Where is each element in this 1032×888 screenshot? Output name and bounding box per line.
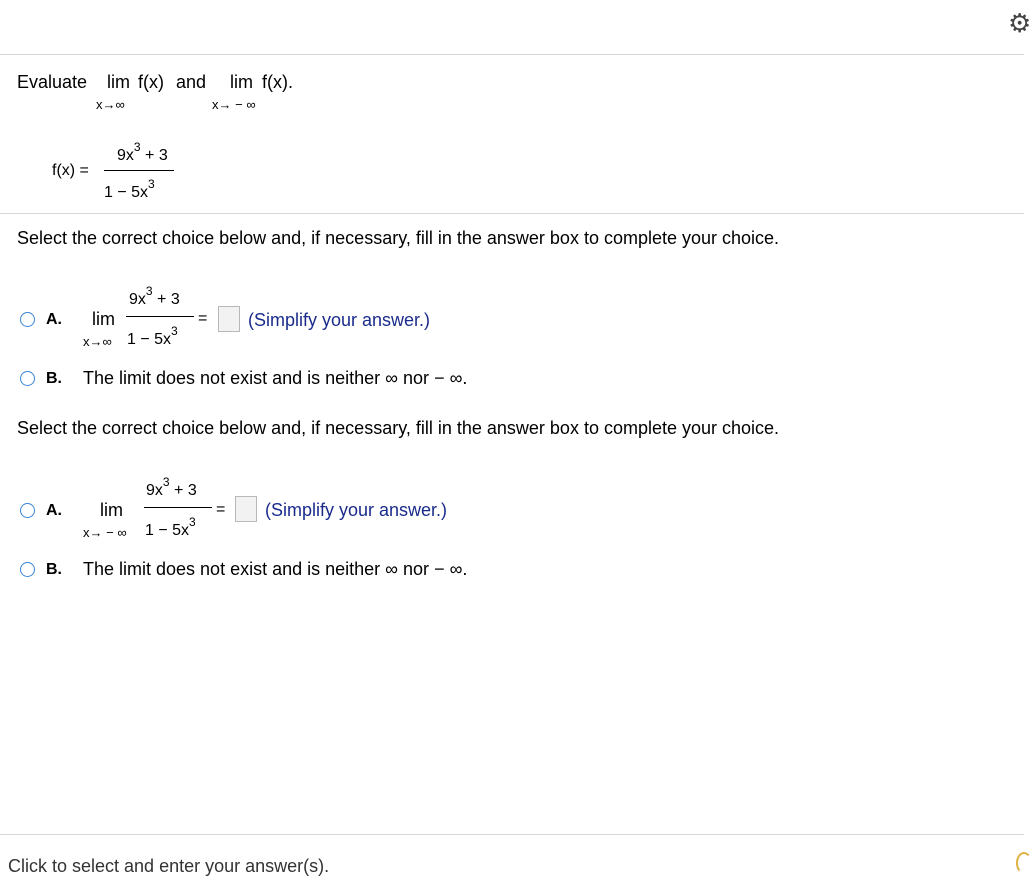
text-part2-b: The limit does not exist and is neither ∞ nor − ∞. xyxy=(83,559,468,579)
sub-to-inf: x→∞ xyxy=(96,97,125,112)
fx-2: f(x). xyxy=(262,72,293,92)
instruction-part2: Select the correct choice below and, if necessary, fill in the answer box to complete your choice. xyxy=(17,418,780,438)
answer-box-part2[interactable] xyxy=(235,496,257,522)
equals-part1-a: = xyxy=(198,310,208,327)
instruction-part1: Select the correct choice below and, if necessary, fill in the answer box to complete your choice. xyxy=(17,228,780,248)
denominator: $1 - 5x^3$ xyxy=(104,177,155,201)
func-name: f(x) = xyxy=(52,162,89,179)
denominator-part1-a: $1 - 5x^3$ xyxy=(127,324,178,348)
numerator: $9x^3 + 3$ xyxy=(117,140,168,164)
footer-divider xyxy=(0,834,1024,835)
numerator-part2-a: $9x^3 + 3$ xyxy=(146,475,197,499)
gear-icon[interactable]: ⚙ xyxy=(1008,8,1032,38)
lim-2: lim xyxy=(230,72,253,92)
denominator-part2-a: $1 - 5x^3$ xyxy=(145,515,196,539)
lim-1: lim xyxy=(107,72,130,92)
sub-part1-a: x→∞ xyxy=(83,334,112,349)
radio-part2-b[interactable] xyxy=(20,562,35,577)
fraction-bar xyxy=(104,170,174,171)
fraction-bar-part2-a xyxy=(144,507,212,508)
letter-part1-b: B. xyxy=(46,370,62,387)
numerator-part1-a: $9x^3 + 3$ xyxy=(129,284,180,308)
and-text: and xyxy=(176,72,207,92)
sub-part2-a: x→ − ∞ xyxy=(83,525,127,540)
text-part1-b: The limit does not exist and is neither ∞ nor − ∞. xyxy=(83,368,468,388)
lim-part1-a: lim xyxy=(92,309,115,329)
lim-part2-a: lim xyxy=(100,500,123,520)
radio-part1-a[interactable] xyxy=(20,312,35,327)
top-divider xyxy=(0,54,1024,55)
footer-status: Click to select and enter your answer(s). xyxy=(8,856,330,876)
hint-part2-a: (Simplify your answer.) xyxy=(265,500,448,520)
letter-part1-a: A. xyxy=(46,311,62,328)
fraction-bar-part1-a xyxy=(126,316,194,317)
help-icon[interactable] xyxy=(1016,852,1032,874)
mid-divider xyxy=(0,213,1024,214)
prompt-word: Evaluate xyxy=(17,72,88,92)
letter-part2-a: A. xyxy=(46,502,62,519)
radio-part1-b[interactable] xyxy=(20,371,35,386)
equals-part2-a: = xyxy=(216,501,226,518)
radio-part2-a[interactable] xyxy=(20,503,35,518)
fx-1: f(x) xyxy=(138,72,164,92)
letter-part2-b: B. xyxy=(46,561,62,578)
answer-box-part1[interactable] xyxy=(218,306,240,332)
hint-part1-a: (Simplify your answer.) xyxy=(248,310,431,330)
sub-to-neg-inf: x→ − ∞ xyxy=(212,97,256,112)
